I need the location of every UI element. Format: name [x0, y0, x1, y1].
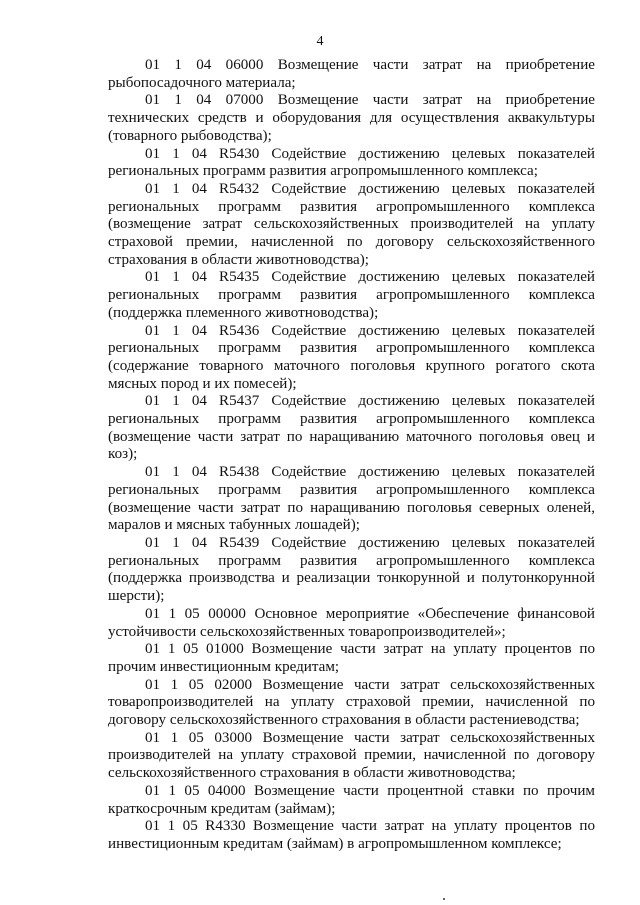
paragraph-budget-code-010500000: 01 1 05 00000 Основное мероприятие «Обеспечение финансовой устойчивости сельскохозяйственных товаропроизводителей»;	[108, 605, 595, 640]
paragraph-budget-code-0104R5438: 01 1 04 R5438 Содействие достижению целевых показателей региональных программ развития агропромышленного комплекса (возмещение части затрат по наращиванию поголовья северных оленей, маралов и мясных табунных лошадей);	[108, 464, 595, 534]
paragraph-budget-code-0104R5432: 01 1 04 R5432 Содействие достижению целевых показателей региональных программ развития агропромышленного комплекса (возмещение затрат сельскохозяйственных производителей на уплату страховой премии, начисленной по договору сельскохозяйственного страхования в области животноводства);	[108, 180, 595, 268]
paragraph-budget-code-010407000: 01 1 04 07000 Возмещение части затрат на приобретение технических средств и оборудования для осуществления аквакультуры (товарного рыбоводства);	[108, 92, 595, 144]
paragraph-budget-code-0104R5435: 01 1 04 R5435 Содействие достижению целевых показателей региональных программ развития агропромышленного комплекса (поддержка племенного животноводства);	[108, 269, 595, 321]
scan-speck	[443, 898, 445, 900]
paragraph-budget-code-0104R5439: 01 1 04 R5439 Содействие достижению целевых показателей региональных программ развития агропромышленного комплекса (поддержка производства и реализации тонкорунной и полутонкорунной шерсти);	[108, 534, 595, 605]
paragraph-budget-code-0104R5430: 01 1 04 R5430 Содействие достижению целевых показателей региональных программ развития агропромышленного комплекса;	[108, 145, 595, 180]
paragraph-budget-code-0104R5437: 01 1 04 R5437 Содействие достижению целевых показателей региональных программ развития агропромышленного комплекса (возмещение части затрат по наращиванию маточного поголовья овец и коз);	[108, 393, 595, 463]
paragraph-budget-code-010501000: 01 1 05 01000 Возмещение части затрат на уплату процентов по прочим инвестиционным кредитам;	[108, 641, 595, 675]
paragraph-budget-code-0104R5436: 01 1 04 R5436 Содействие достижению целевых показателей региональных программ развития агропромышленного комплекса (содержание товарного маточного поголовья крупного рогатого скота мясных пород и их помесей);	[108, 322, 595, 392]
paragraph-budget-code-010503000: 01 1 05 03000 Возмещение части затрат сельскохозяйственных производителей на уплату страховой премии, начисленной по договору сельскохозяйственного страхования в области животноводства;	[108, 729, 595, 782]
page-number: 4	[316, 34, 324, 49]
document-body	[108, 57, 595, 854]
paragraph-budget-code-010502000: 01 1 05 02000 Возмещение части затрат сельскохозяйственных товаропроизводителей на уплату страховой премии, начисленной по договору сельскохозяйственного страхования в области растениеводства;	[108, 676, 595, 729]
paragraph-budget-code-010406000: 01 1 04 06000 Возмещение части затрат на приобретение рыбопосадочного материала;	[108, 57, 595, 91]
paragraph-budget-code-0105R4330: 01 1 05 R4330 Возмещение части затрат на уплату процентов по инвестиционным кредитам (займам) в агропромышленном комплексе;	[108, 818, 595, 852]
paragraph-budget-code-010504000: 01 1 05 04000 Возмещение части процентной ставки по прочим краткосрочным кредитам (займам);	[108, 782, 595, 817]
